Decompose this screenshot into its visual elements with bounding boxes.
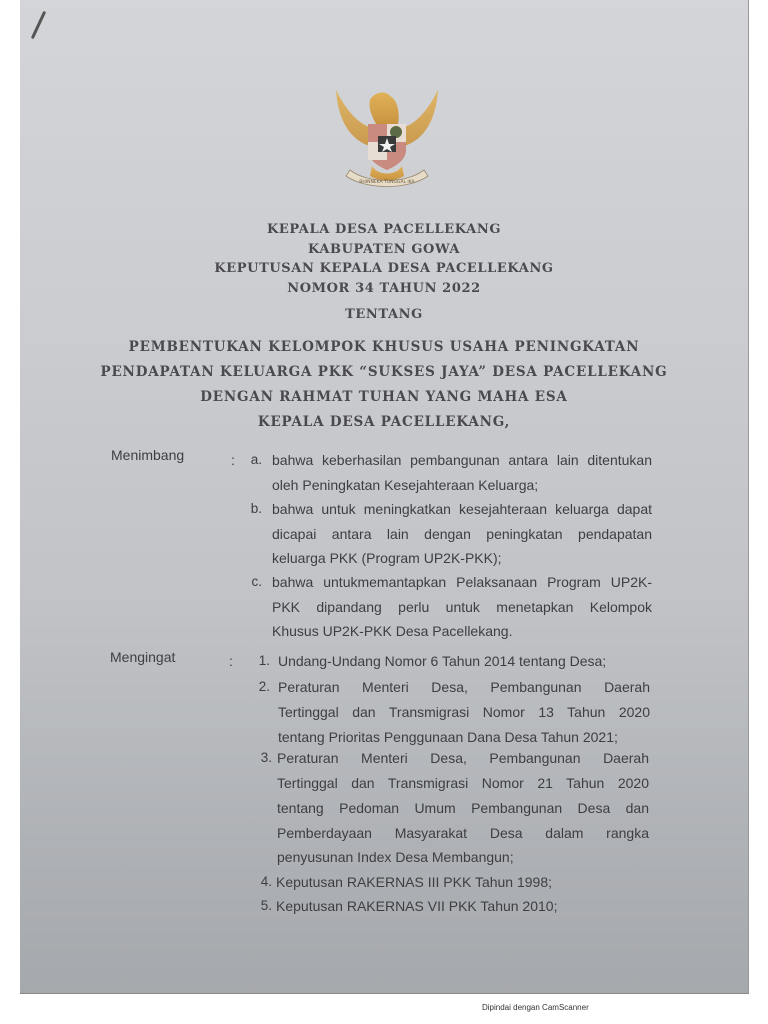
menimbang-a-line-1: bahwa keberhasilan pembangunan antara lain ditentukan [272, 452, 652, 468]
title-line-1: PEMBENTUKAN KELOMPOK KHUSUS USAHA PENINGKATAN [128, 339, 640, 355]
menimbang-mark-b: b. [250, 501, 262, 516]
garuda-emblem-icon [328, 80, 446, 192]
mengingat-2-line-2: Tertinggal dan Transmigrasi Nomor 13 Tahun 2020 [278, 704, 650, 720]
menimbang-c-line-1: bahwa untukmemantapkan Pelaksanaan Program UP2K- [272, 574, 652, 590]
mengingat-3-line-1: Peraturan Menteri Desa, Pembangunan Daerah [277, 750, 649, 766]
menimbang-b-line-1: bahwa untuk meningkatkan kesejahteraan keluarga dapat [272, 501, 652, 517]
mengingat-5-line-1: Keputusan RAKERNAS VII PKK Tahun 2010; [276, 898, 558, 914]
mengingat-label: Mengingat [110, 649, 176, 665]
mengingat-4-line-1: Keputusan RAKERNAS III PKK Tahun 1998; [276, 874, 553, 890]
menimbang-mark-c: c. [251, 574, 262, 589]
camscanner-watermark: Dipindai dengan CamScanner [482, 1003, 589, 1012]
mengingat-3-line-3: tentang Pedoman Umum Pembangunan Desa dan [277, 800, 649, 816]
menimbang-b-line-2: dicapai antara lain dengan peningkatan pendapatan [272, 526, 652, 542]
mengingat-colon: : [229, 653, 233, 669]
menimbang-colon: : [231, 452, 235, 468]
header-line-4: NOMOR 34 TAHUN 2022 [287, 281, 481, 296]
title-line-2: PENDAPATAN KELUARGA PKK “SUKSES JAYA” DESA PACELLEKANG [100, 364, 668, 380]
mengingat-mark-4: 4. [260, 874, 272, 889]
mengingat-2-line-3: tentang Prioritas Penggunaan Dana Desa Tahun 2021; [278, 729, 618, 745]
menimbang-a-line-2: oleh Peningkatan Kesejahteraan Keluarga; [272, 477, 539, 493]
header-line-2: KABUPATEN GOWA [307, 242, 461, 257]
mengingat-3-line-2: Tertinggal dan Transmigrasi Nomor 21 Tahun 2020 [277, 775, 649, 791]
menimbang-b-line-3: keluarga PKK (Program UP2K-PKK); [272, 550, 502, 566]
mengingat-3-line-4: Pemberdayaan Masyarakat Desa dalam rangka [277, 825, 649, 841]
menimbang-mark-a: a. [250, 452, 262, 467]
svg-text:BHINNEKA TUNGGAL IKA: BHINNEKA TUNGGAL IKA [359, 180, 415, 185]
mengingat-2-line-1: Peraturan Menteri Desa, Pembangunan Daerah [278, 679, 650, 695]
header-line-3: KEPUTUSAN KEPALA DESA PACELLEKANG [214, 261, 554, 276]
mengingat-mark-3: 3. [260, 750, 272, 765]
title-line-3: DENGAN RAHMAT TUHAN YANG MAHA ESA [200, 389, 568, 405]
mengingat-mark-1: 1. [258, 653, 270, 668]
mengingat-mark-2: 2. [258, 679, 270, 694]
title-line-4: KEPALA DESA PACELLEKANG, [257, 414, 511, 430]
header-tentang: TENTANG [345, 307, 423, 322]
menimbang-c-line-2: PKK dipandang perlu untuk menetapkan Kelompok [272, 599, 652, 615]
menimbang-c-line-3: Khusus UP2K-PKK Desa Pacellekang. [272, 623, 513, 639]
mengingat-mark-5: 5. [260, 898, 272, 913]
mengingat-1-line-1: Undang-Undang Nomor 6 Tahun 2014 tentang Desa; [278, 653, 607, 669]
mengingat-3-line-5: penyusunan Index Desa Membangun; [277, 849, 514, 865]
header-line-1: KEPALA DESA PACELLEKANG [266, 222, 502, 237]
menimbang-label: Menimbang [111, 447, 185, 463]
